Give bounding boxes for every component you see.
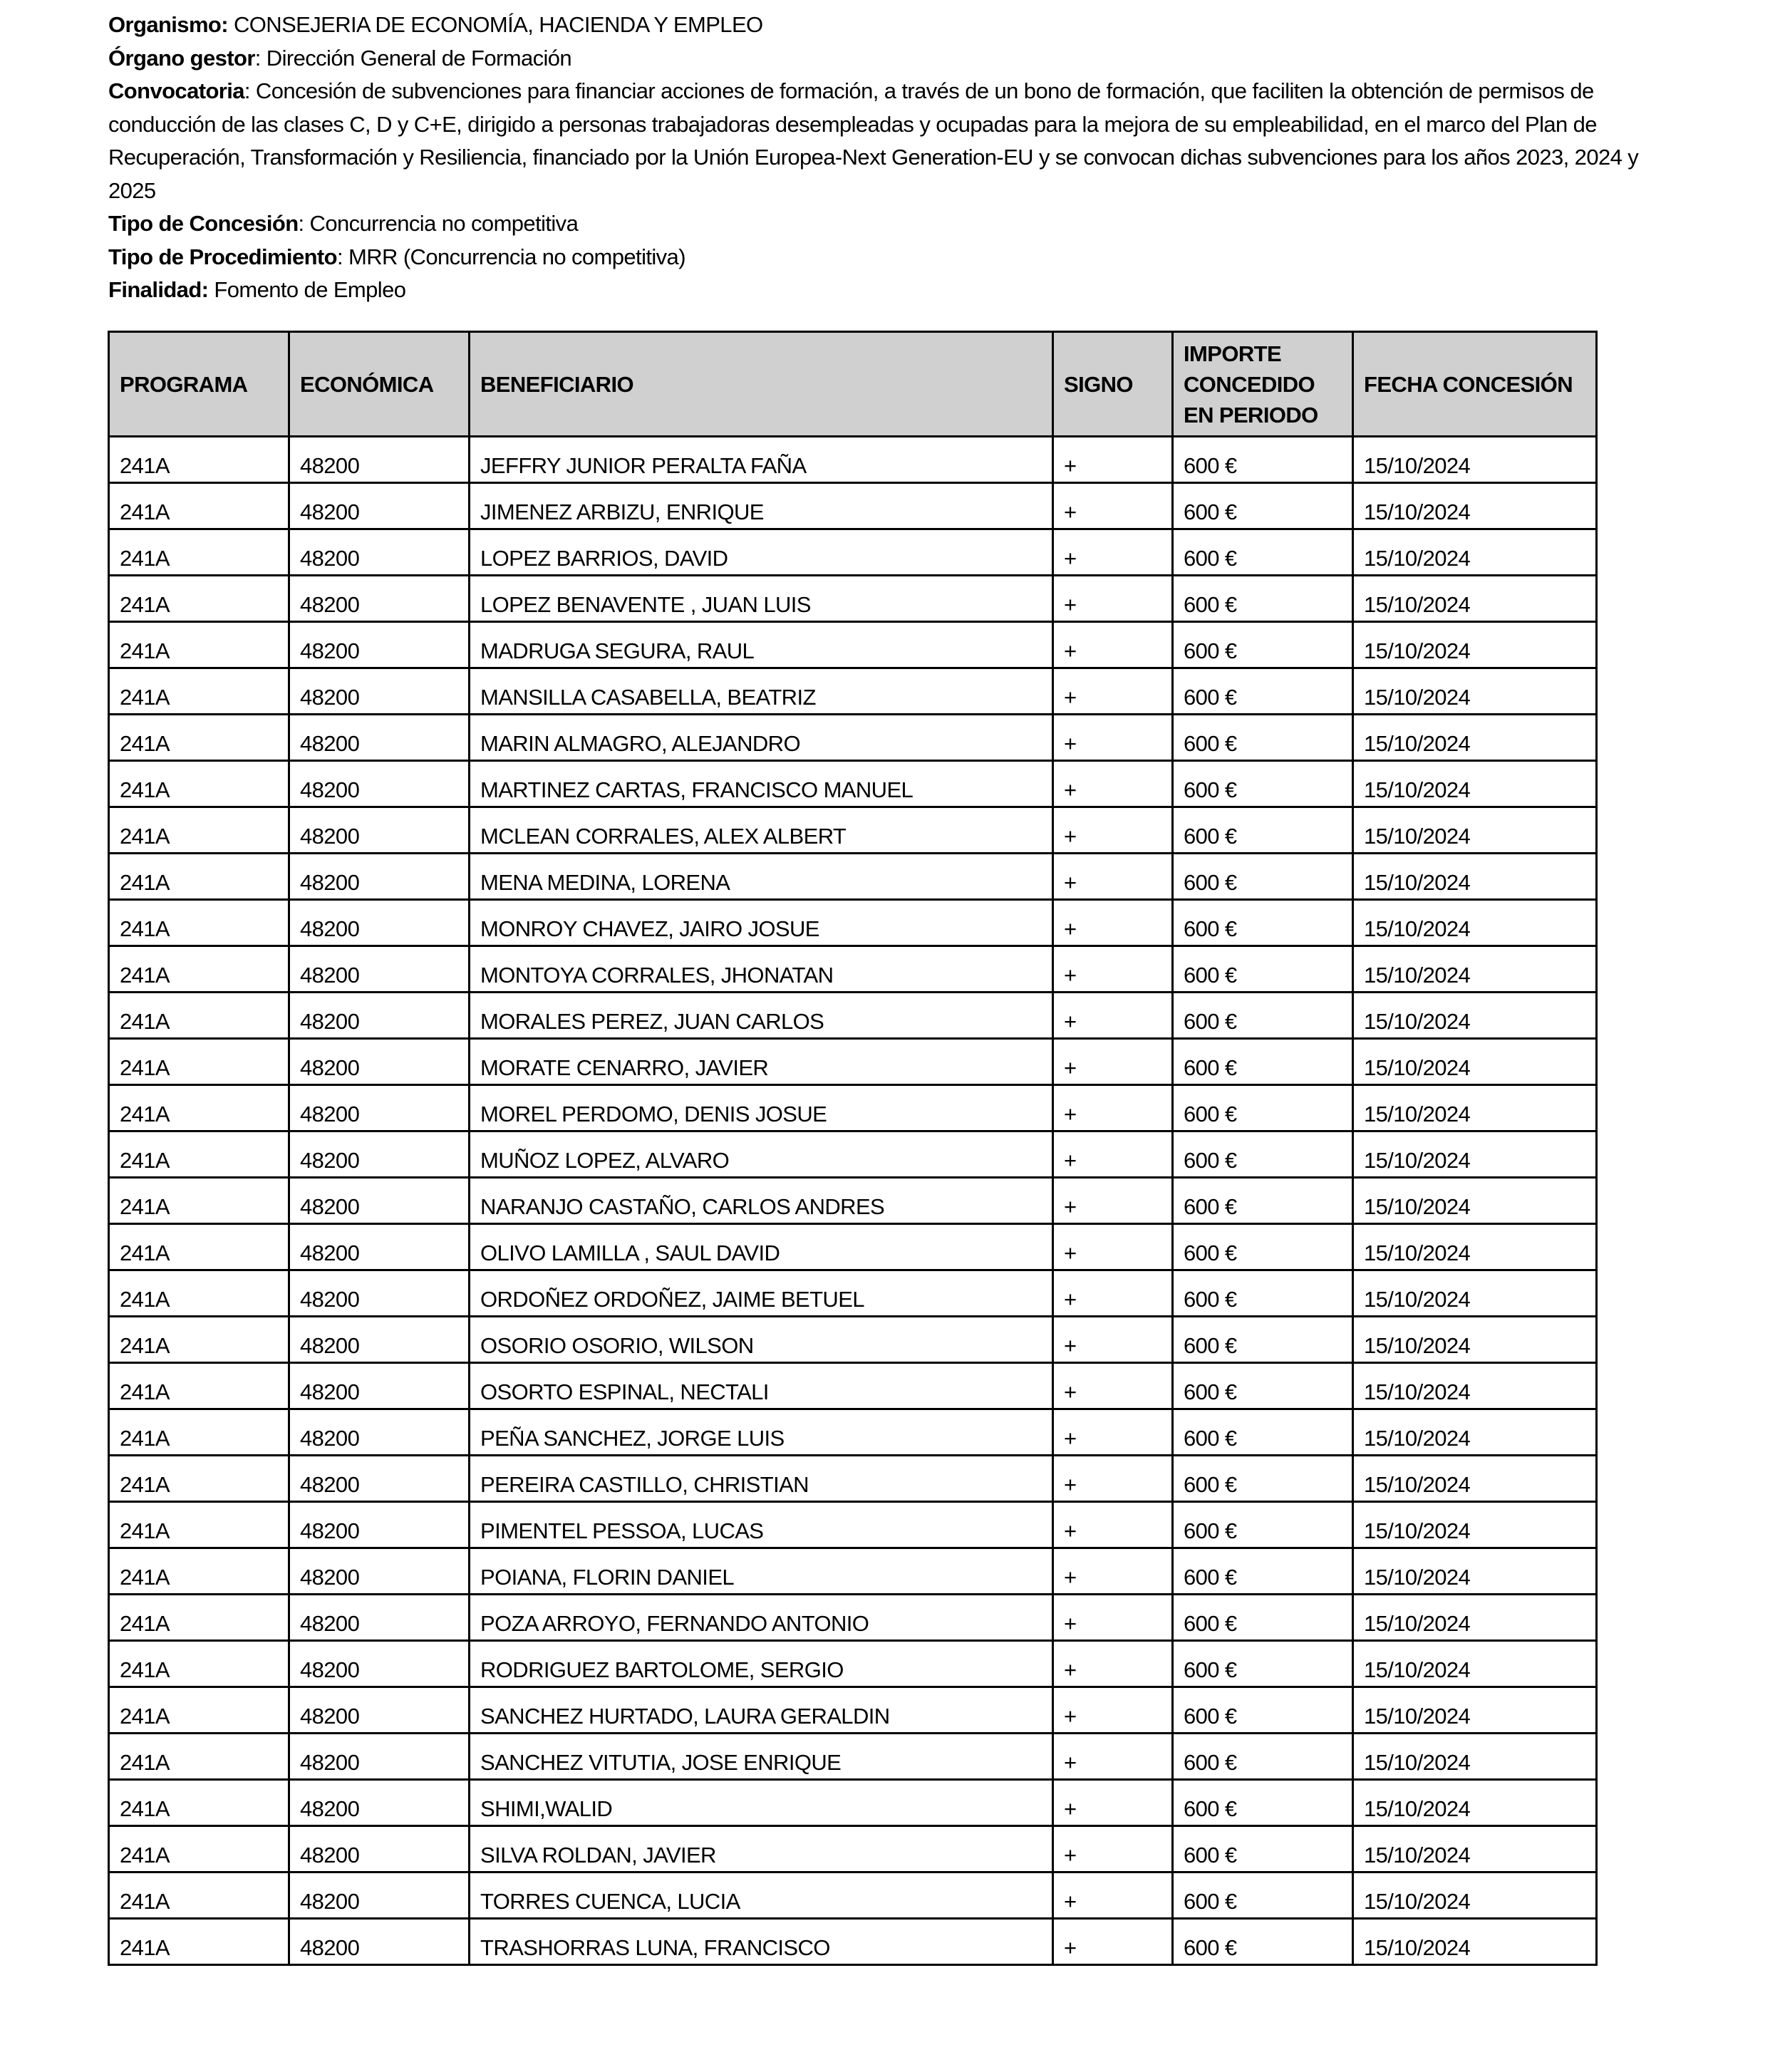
convocatoria-line <box>108 75 1690 207</box>
programa-cell: 241A <box>109 1734 289 1780</box>
finalidad-line <box>108 274 1690 307</box>
fecha-cell: 15/10/2024 <box>1353 1826 1597 1872</box>
economica-cell: 48200 <box>289 437 470 483</box>
importe-cell: 600 € <box>1173 900 1353 946</box>
fecha-cell: 15/10/2024 <box>1353 1456 1597 1502</box>
beneficiario-cell: OSORTO ESPINAL, NECTALI <box>470 1363 1053 1409</box>
fecha-cell: 15/10/2024 <box>1353 1872 1597 1919</box>
beneficiario-cell: OLIVO LAMILLA , SAUL DAVID <box>470 1224 1053 1270</box>
beneficiario-cell: MENA MEDINA, LORENA <box>470 854 1053 900</box>
economica-cell: 48200 <box>289 946 470 993</box>
programa-cell: 241A <box>109 1872 289 1919</box>
importe-cell: 600 € <box>1173 1595 1353 1641</box>
table-row <box>109 1502 1597 1548</box>
economica-cell: 48200 <box>289 1409 470 1456</box>
signo-cell: + <box>1053 668 1173 715</box>
signo-cell: + <box>1053 1085 1173 1131</box>
programa-cell: 241A <box>109 900 289 946</box>
signo-cell: + <box>1053 1502 1173 1548</box>
importe-cell: 600 € <box>1173 854 1353 900</box>
document-header <box>108 9 1690 307</box>
table-row <box>109 483 1597 529</box>
fecha-cell: 15/10/2024 <box>1353 1363 1597 1409</box>
programa-cell: 241A <box>109 1548 289 1595</box>
importe-cell: 600 € <box>1173 1131 1353 1178</box>
importe-cell: 600 € <box>1173 1548 1353 1595</box>
table-row <box>109 622 1597 668</box>
signo-cell: + <box>1053 1780 1173 1826</box>
beneficiario-cell: TRASHORRAS LUNA, FRANCISCO <box>470 1919 1053 1965</box>
table-row <box>109 993 1597 1039</box>
signo-cell: + <box>1053 1734 1173 1780</box>
table-row <box>109 807 1597 854</box>
column-header-fecha: FECHA CONCESIÓN <box>1353 332 1597 437</box>
table-row <box>109 437 1597 483</box>
column-header-beneficiario: BENEFICIARIO <box>470 332 1053 437</box>
programa-cell: 241A <box>109 1178 289 1224</box>
importe-cell: 600 € <box>1173 946 1353 993</box>
fecha-cell: 15/10/2024 <box>1353 668 1597 715</box>
fecha-cell: 15/10/2024 <box>1353 1780 1597 1826</box>
programa-cell: 241A <box>109 437 289 483</box>
signo-cell: + <box>1053 1363 1173 1409</box>
table-row <box>109 1641 1597 1687</box>
beneficiario-cell: MUÑOZ LOPEZ, ALVARO <box>470 1131 1053 1178</box>
fecha-cell: 15/10/2024 <box>1353 900 1597 946</box>
programa-cell: 241A <box>109 576 289 622</box>
economica-cell: 48200 <box>289 1734 470 1780</box>
fecha-cell: 15/10/2024 <box>1353 1641 1597 1687</box>
beneficiario-cell: MOREL PERDOMO, DENIS JOSUE <box>470 1085 1053 1131</box>
beneficiario-cell: PEÑA SANCHEZ, JORGE LUIS <box>470 1409 1053 1456</box>
fecha-cell: 15/10/2024 <box>1353 1595 1597 1641</box>
beneficiario-cell: PIMENTEL PESSOA, LUCAS <box>470 1502 1053 1548</box>
table-row <box>109 1548 1597 1595</box>
beneficiario-cell: MARTINEZ CARTAS, FRANCISCO MANUEL <box>470 761 1053 807</box>
programa-cell: 241A <box>109 1687 289 1734</box>
programa-cell: 241A <box>109 946 289 993</box>
importe-cell: 600 € <box>1173 1178 1353 1224</box>
table-row <box>109 1085 1597 1131</box>
organismo-value: CONSEJERIA DE ECONOMÍA, HACIENDA Y EMPLEO <box>227 12 763 37</box>
programa-cell: 241A <box>109 807 289 854</box>
economica-cell: 48200 <box>289 1131 470 1178</box>
fecha-cell: 15/10/2024 <box>1353 715 1597 761</box>
table-row <box>109 900 1597 946</box>
fecha-cell: 15/10/2024 <box>1353 1131 1597 1178</box>
programa-cell: 241A <box>109 1502 289 1548</box>
table-header-row <box>109 332 1597 437</box>
beneficiario-cell: POZA ARROYO, FERNANDO ANTONIO <box>470 1595 1053 1641</box>
fecha-cell: 15/10/2024 <box>1353 1687 1597 1734</box>
signo-cell: + <box>1053 1039 1173 1085</box>
beneficiario-cell: SHIMI,WALID <box>470 1780 1053 1826</box>
table-row <box>109 761 1597 807</box>
column-header-programa: PROGRAMA <box>109 332 289 437</box>
programa-cell: 241A <box>109 483 289 529</box>
programa-cell: 241A <box>109 1456 289 1502</box>
programa-cell: 241A <box>109 1317 289 1363</box>
importe-cell: 600 € <box>1173 1363 1353 1409</box>
table-row <box>109 1270 1597 1317</box>
fecha-cell: 15/10/2024 <box>1353 854 1597 900</box>
table-row <box>109 1317 1597 1363</box>
organismo-label: Organismo: <box>108 12 228 37</box>
economica-cell: 48200 <box>289 1919 470 1965</box>
economica-cell: 48200 <box>289 1502 470 1548</box>
organo-gestor-value: : Dirección General de Formación <box>254 45 572 71</box>
programa-cell: 241A <box>109 1131 289 1178</box>
table-row <box>109 1039 1597 1085</box>
importe-cell: 600 € <box>1173 1872 1353 1919</box>
convocatoria-label: Convocatoria <box>108 78 244 103</box>
tipo-concesion-value: : Concurrencia no competitiva <box>298 211 579 236</box>
signo-cell: + <box>1053 900 1173 946</box>
importe-cell: 600 € <box>1173 1826 1353 1872</box>
importe-cell: 600 € <box>1173 807 1353 854</box>
programa-cell: 241A <box>109 622 289 668</box>
programa-cell: 241A <box>109 1409 289 1456</box>
economica-cell: 48200 <box>289 1780 470 1826</box>
importe-cell: 600 € <box>1173 483 1353 529</box>
signo-cell: + <box>1053 1409 1173 1456</box>
economica-cell: 48200 <box>289 1085 470 1131</box>
economica-cell: 48200 <box>289 1641 470 1687</box>
economica-cell: 48200 <box>289 1363 470 1409</box>
economica-cell: 48200 <box>289 1456 470 1502</box>
convocatoria-value: : Concesión de subvenciones para financiar acciones de formación, a través de un bono de formación, que faciliten la obtención de permisos de conducción de las clases C, D y C+E, dirigido a personas trabajadoras desempleadas y ocupadas para la mejora de su empleabilidad, en el marco del Plan de Recuperación, Transformación y Resiliencia, financiado por la Unión Europea-Next Generation-EU y se convocan dichas subvenciones para los años 2023, 2024 y 2025 <box>108 78 1639 203</box>
tipo-concesion-label: Tipo de Concesión <box>108 211 299 236</box>
signo-cell: + <box>1053 1131 1173 1178</box>
signo-cell: + <box>1053 1595 1173 1641</box>
beneficiario-cell: MADRUGA SEGURA, RAUL <box>470 622 1053 668</box>
importe-cell: 600 € <box>1173 1502 1353 1548</box>
signo-cell: + <box>1053 529 1173 576</box>
importe-cell: 600 € <box>1173 761 1353 807</box>
fecha-cell: 15/10/2024 <box>1353 1502 1597 1548</box>
programa-cell: 241A <box>109 1641 289 1687</box>
economica-cell: 48200 <box>289 576 470 622</box>
signo-cell: + <box>1053 622 1173 668</box>
fecha-cell: 15/10/2024 <box>1353 1734 1597 1780</box>
economica-cell: 48200 <box>289 900 470 946</box>
programa-cell: 241A <box>109 1826 289 1872</box>
economica-cell: 48200 <box>289 1178 470 1224</box>
signo-cell: + <box>1053 715 1173 761</box>
beneficiario-cell: SANCHEZ HURTADO, LAURA GERALDIN <box>470 1687 1053 1734</box>
table-row <box>109 854 1597 900</box>
table-row <box>109 1595 1597 1641</box>
importe-cell: 600 € <box>1173 1687 1353 1734</box>
fecha-cell: 15/10/2024 <box>1353 1317 1597 1363</box>
finalidad-value: Fomento de Empleo <box>208 277 406 302</box>
importe-cell: 600 € <box>1173 1039 1353 1085</box>
importe-cell: 600 € <box>1173 668 1353 715</box>
table-row <box>109 715 1597 761</box>
table-row <box>109 1780 1597 1826</box>
beneficiario-cell: MANSILLA CASABELLA, BEATRIZ <box>470 668 1053 715</box>
importe-cell: 600 € <box>1173 1780 1353 1826</box>
fecha-cell: 15/10/2024 <box>1353 529 1597 576</box>
programa-cell: 241A <box>109 1780 289 1826</box>
table-row <box>109 946 1597 993</box>
importe-cell: 600 € <box>1173 1224 1353 1270</box>
economica-cell: 48200 <box>289 761 470 807</box>
signo-cell: + <box>1053 1317 1173 1363</box>
beneficiario-cell: MARIN ALMAGRO, ALEJANDRO <box>470 715 1053 761</box>
column-header-economica: ECONÓMICA <box>289 332 470 437</box>
table-row <box>109 576 1597 622</box>
fecha-cell: 15/10/2024 <box>1353 761 1597 807</box>
importe-cell: 600 € <box>1173 1270 1353 1317</box>
fecha-cell: 15/10/2024 <box>1353 1178 1597 1224</box>
signo-cell: + <box>1053 1456 1173 1502</box>
programa-cell: 241A <box>109 1595 289 1641</box>
signo-cell: + <box>1053 1687 1173 1734</box>
economica-cell: 48200 <box>289 1872 470 1919</box>
organo-gestor-label: Órgano gestor <box>108 45 255 71</box>
organismo-line <box>108 9 1690 42</box>
tipo-concesion-line <box>108 207 1690 241</box>
signo-cell: + <box>1053 946 1173 993</box>
beneficiario-cell: MONTOYA CORRALES, JHONATAN <box>470 946 1053 993</box>
fecha-cell: 15/10/2024 <box>1353 1548 1597 1595</box>
signo-cell: + <box>1053 1826 1173 1872</box>
economica-cell: 48200 <box>289 993 470 1039</box>
beneficiario-cell: MORATE CENARRO, JAVIER <box>470 1039 1053 1085</box>
beneficiaries-table <box>108 331 1598 1966</box>
importe-cell: 600 € <box>1173 437 1353 483</box>
economica-cell: 48200 <box>289 1687 470 1734</box>
beneficiario-cell: NARANJO CASTAÑO, CARLOS ANDRES <box>470 1178 1053 1224</box>
beneficiario-cell: JEFFRY JUNIOR PERALTA FAÑA <box>470 437 1053 483</box>
signo-cell: + <box>1053 437 1173 483</box>
signo-cell: + <box>1053 576 1173 622</box>
importe-cell: 600 € <box>1173 1919 1353 1965</box>
importe-cell: 600 € <box>1173 622 1353 668</box>
programa-cell: 241A <box>109 854 289 900</box>
beneficiario-cell: MONROY CHAVEZ, JAIRO JOSUE <box>470 900 1053 946</box>
economica-cell: 48200 <box>289 715 470 761</box>
programa-cell: 241A <box>109 1919 289 1965</box>
fecha-cell: 15/10/2024 <box>1353 993 1597 1039</box>
beneficiario-cell: OSORIO OSORIO, WILSON <box>470 1317 1053 1363</box>
importe-cell: 600 € <box>1173 1317 1353 1363</box>
beneficiario-cell: PEREIRA CASTILLO, CHRISTIAN <box>470 1456 1053 1502</box>
importe-cell: 600 € <box>1173 1734 1353 1780</box>
programa-cell: 241A <box>109 993 289 1039</box>
importe-cell: 600 € <box>1173 1641 1353 1687</box>
economica-cell: 48200 <box>289 668 470 715</box>
economica-cell: 48200 <box>289 1317 470 1363</box>
economica-cell: 48200 <box>289 529 470 576</box>
fecha-cell: 15/10/2024 <box>1353 437 1597 483</box>
fecha-cell: 15/10/2024 <box>1353 622 1597 668</box>
programa-cell: 241A <box>109 761 289 807</box>
table-row <box>109 1919 1597 1965</box>
fecha-cell: 15/10/2024 <box>1353 1270 1597 1317</box>
fecha-cell: 15/10/2024 <box>1353 576 1597 622</box>
beneficiario-cell: RODRIGUEZ BARTOLOME, SERGIO <box>470 1641 1053 1687</box>
programa-cell: 241A <box>109 529 289 576</box>
beneficiario-cell: SANCHEZ VITUTIA, JOSE ENRIQUE <box>470 1734 1053 1780</box>
importe-cell: 600 € <box>1173 993 1353 1039</box>
signo-cell: + <box>1053 761 1173 807</box>
table-row <box>109 1456 1597 1502</box>
economica-cell: 48200 <box>289 1826 470 1872</box>
organo-gestor-line <box>108 42 1690 76</box>
signo-cell: + <box>1053 1270 1173 1317</box>
table-row <box>109 1826 1597 1872</box>
programa-cell: 241A <box>109 1039 289 1085</box>
fecha-cell: 15/10/2024 <box>1353 1409 1597 1456</box>
programa-cell: 241A <box>109 1363 289 1409</box>
programa-cell: 241A <box>109 1085 289 1131</box>
signo-cell: + <box>1053 483 1173 529</box>
fecha-cell: 15/10/2024 <box>1353 1919 1597 1965</box>
fecha-cell: 15/10/2024 <box>1353 1224 1597 1270</box>
signo-cell: + <box>1053 1919 1173 1965</box>
importe-cell: 600 € <box>1173 529 1353 576</box>
table-row <box>109 1178 1597 1224</box>
beneficiario-cell: LOPEZ BARRIOS, DAVID <box>470 529 1053 576</box>
beneficiario-cell: MCLEAN CORRALES, ALEX ALBERT <box>470 807 1053 854</box>
economica-cell: 48200 <box>289 483 470 529</box>
beneficiario-cell: MORALES PEREZ, JUAN CARLOS <box>470 993 1053 1039</box>
importe-cell: 600 € <box>1173 576 1353 622</box>
signo-cell: + <box>1053 993 1173 1039</box>
economica-cell: 48200 <box>289 1039 470 1085</box>
tipo-procedimiento-value: : MRR (Concurrencia no competitiva) <box>336 244 685 269</box>
beneficiario-cell: ORDOÑEZ ORDOÑEZ, JAIME BETUEL <box>470 1270 1053 1317</box>
economica-cell: 48200 <box>289 807 470 854</box>
table-row <box>109 1734 1597 1780</box>
programa-cell: 241A <box>109 668 289 715</box>
beneficiario-cell: TORRES CUENCA, LUCIA <box>470 1872 1053 1919</box>
importe-cell: 600 € <box>1173 1409 1353 1456</box>
signo-cell: + <box>1053 854 1173 900</box>
programa-cell: 241A <box>109 1224 289 1270</box>
programa-cell: 241A <box>109 715 289 761</box>
fecha-cell: 15/10/2024 <box>1353 1039 1597 1085</box>
signo-cell: + <box>1053 1641 1173 1687</box>
table-row <box>109 1687 1597 1734</box>
beneficiario-cell: POIANA, FLORIN DANIEL <box>470 1548 1053 1595</box>
fecha-cell: 15/10/2024 <box>1353 807 1597 854</box>
signo-cell: + <box>1053 807 1173 854</box>
signo-cell: + <box>1053 1872 1173 1919</box>
table-row <box>109 1131 1597 1178</box>
programa-cell: 241A <box>109 1270 289 1317</box>
importe-cell: 600 € <box>1173 715 1353 761</box>
economica-cell: 48200 <box>289 854 470 900</box>
beneficiario-cell: SILVA ROLDAN, JAVIER <box>470 1826 1053 1872</box>
column-header-importe: IMPORTE CONCEDIDO EN PERIODO <box>1173 332 1353 437</box>
beneficiario-cell: LOPEZ BENAVENTE , JUAN LUIS <box>470 576 1053 622</box>
fecha-cell: 15/10/2024 <box>1353 946 1597 993</box>
importe-cell: 600 € <box>1173 1456 1353 1502</box>
finalidad-label: Finalidad: <box>108 277 209 302</box>
table-body <box>109 437 1597 1965</box>
economica-cell: 48200 <box>289 1595 470 1641</box>
table-row <box>109 668 1597 715</box>
tipo-procedimiento-line <box>108 241 1690 274</box>
table-row <box>109 1224 1597 1270</box>
signo-cell: + <box>1053 1178 1173 1224</box>
table-row <box>109 1409 1597 1456</box>
economica-cell: 48200 <box>289 1224 470 1270</box>
table-row <box>109 1872 1597 1919</box>
economica-cell: 48200 <box>289 1548 470 1595</box>
economica-cell: 48200 <box>289 1270 470 1317</box>
economica-cell: 48200 <box>289 622 470 668</box>
importe-cell: 600 € <box>1173 1085 1353 1131</box>
signo-cell: + <box>1053 1548 1173 1595</box>
fecha-cell: 15/10/2024 <box>1353 483 1597 529</box>
signo-cell: + <box>1053 1224 1173 1270</box>
table-row <box>109 529 1597 576</box>
table-row <box>109 1363 1597 1409</box>
beneficiario-cell: JIMENEZ ARBIZU, ENRIQUE <box>470 483 1053 529</box>
fecha-cell: 15/10/2024 <box>1353 1085 1597 1131</box>
column-header-signo: SIGNO <box>1053 332 1173 437</box>
tipo-procedimiento-label: Tipo de Procedimiento <box>108 244 337 269</box>
